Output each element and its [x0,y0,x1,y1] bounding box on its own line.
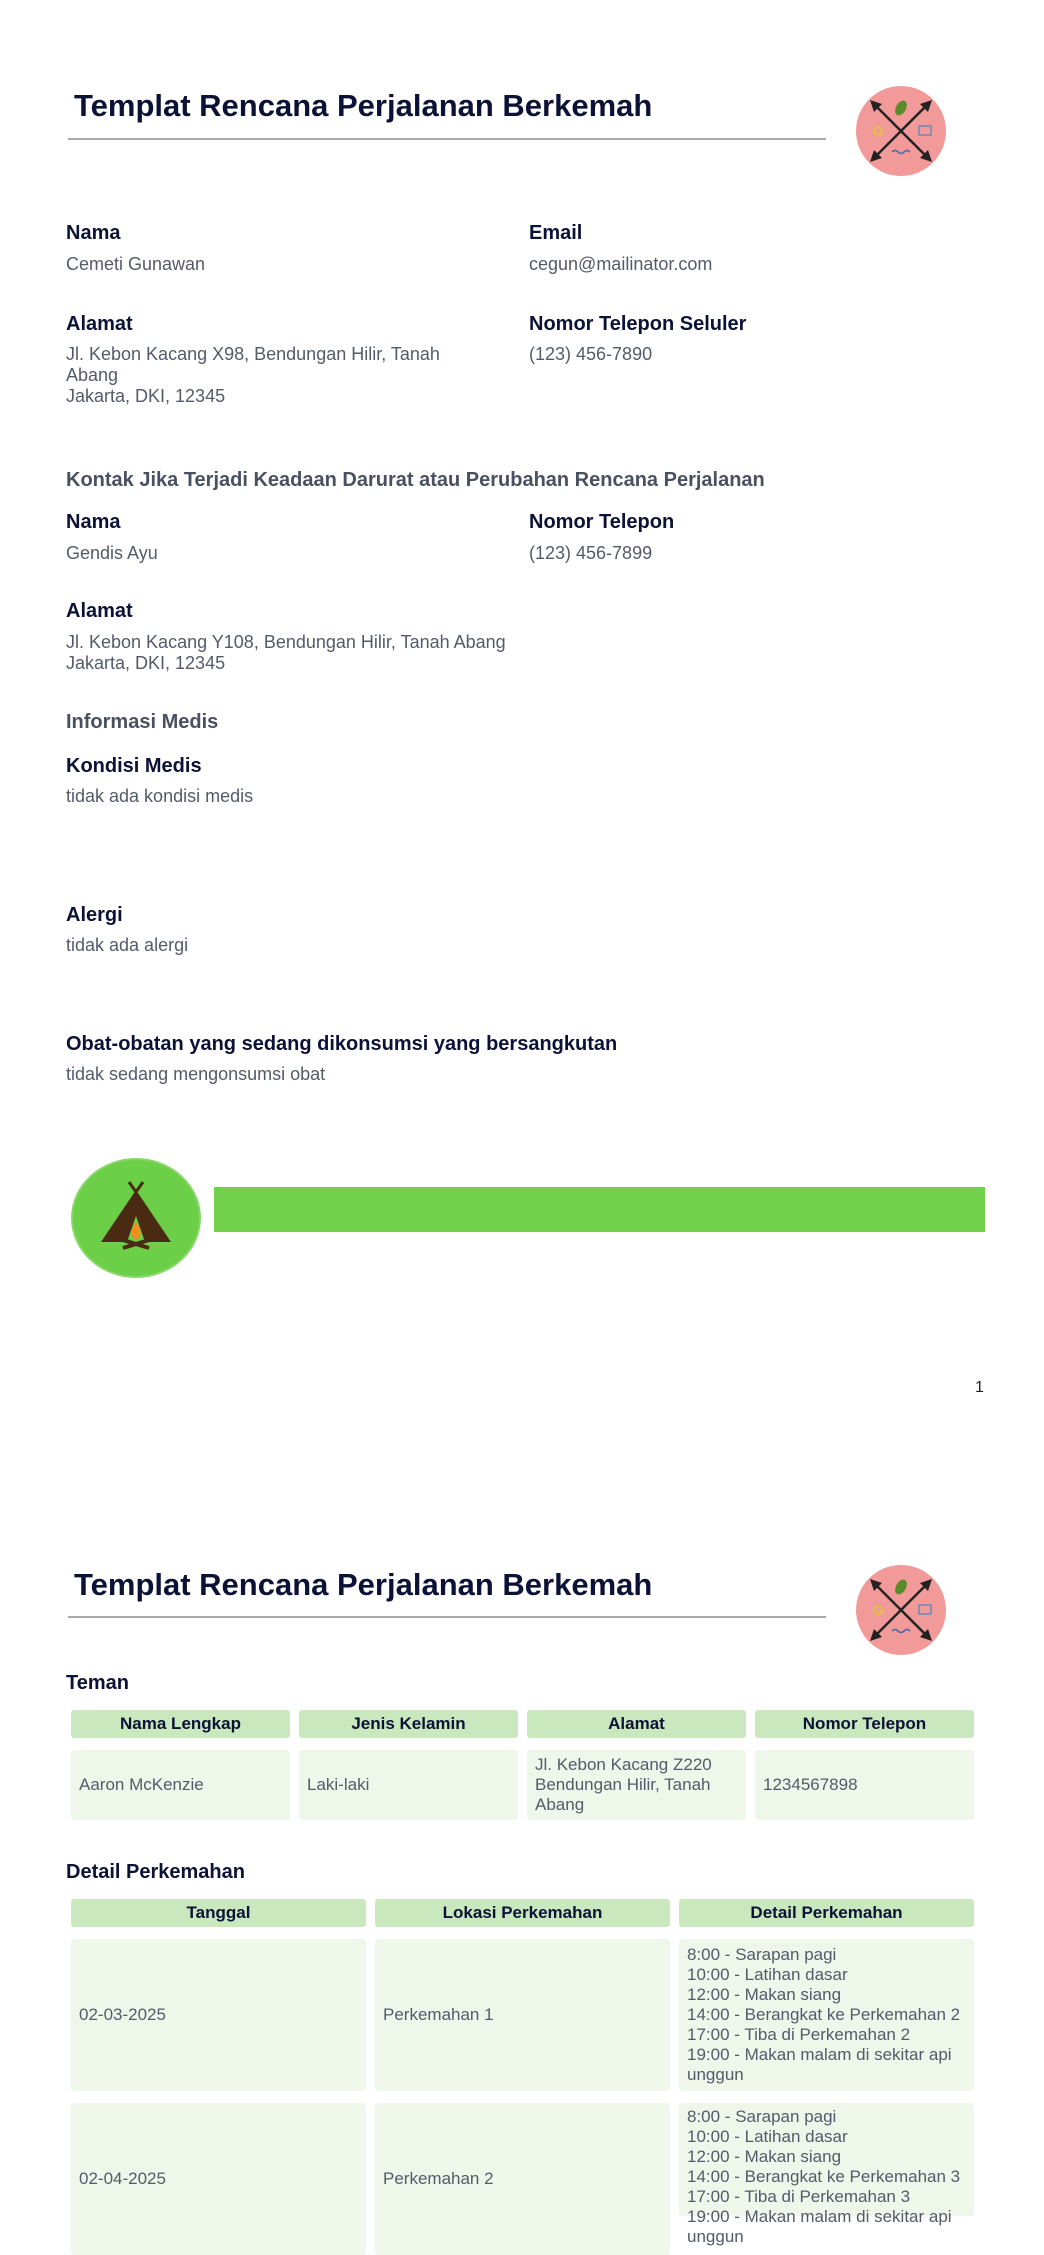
camp-header-cell: Tanggal [71,1899,366,1927]
camp-header-cell: Detail Perkemahan [679,1899,974,1927]
tent-campfire-icon [71,1158,201,1278]
emergency-address-value: Jl. Kebon Kacang Y108, Bendungan Hilir, Tanah Abang Jakarta, DKI, 12345 [66,632,506,673]
camp-cell: 8:00 - Sarapan pagi 10:00 - Latihan dasar 12:00 - Makan siang 14:00 - Berangkat ke Perkemahan 2 17:00 - Tiba di Perkemahan 2 19:00 - Makan malam di sekitar api unggun [679,1939,974,2091]
email-value: cegun@mailinator.com [529,254,713,274]
emergency-phone-label: Nomor Telepon [529,511,675,533]
friends-cell: Aaron McKenzie [71,1750,290,1820]
friends-header-cell: Nama Lengkap [71,1710,290,1738]
emergency-name-value: Gendis Ayu [66,543,158,563]
medical-condition-value: tidak ada kondisi medis [66,786,254,806]
emergency-phone-value: (123) 456-7899 [529,543,653,563]
address-label: Alamat [66,313,133,335]
friends-header-cell: Jenis Kelamin [299,1710,518,1738]
medical-heading: Informasi Medis [66,711,219,733]
camp-cell: Perkemahan 2 [375,2103,670,2255]
friends-cell: 1234567898 [755,1750,974,1820]
address-value: Jl. Kebon Kacang X98, Bendungan Hilir, Tanah Abang Jakarta, DKI, 12345 [66,344,440,406]
camp-header-cell: Lokasi Perkemahan [375,1899,670,1927]
footer-green-bar [214,1187,985,1232]
crossed-arrows-logo-icon [856,86,946,176]
emergency-heading: Kontak Jika Terjadi Keadaan Darurat atau Perubahan Rencana Perjalanan [66,469,765,491]
email-label: Email [529,222,583,244]
camp-cell: 02-03-2025 [71,1939,366,2091]
name-label: Nama [66,222,121,244]
crossed-arrows-logo-icon [856,1565,946,1655]
friends-header-cell: Nomor Telepon [755,1710,974,1738]
phone-label: Nomor Telepon Seluler [529,313,747,335]
name-value: Cemeti Gunawan [66,254,206,274]
title-divider [68,1616,826,1618]
camp-details-heading: Detail Perkemahan [66,1861,245,1883]
phone-value: (123) 456-7890 [529,344,653,364]
friends-cell: Jl. Kebon Kacang Z220 Bendungan Hilir, Tanah Abang [527,1750,746,1820]
friends-header-cell: Alamat [527,1710,746,1738]
title-divider [68,138,826,140]
page-title: Templat Rencana Perjalanan Berkemah [74,1567,653,1602]
camp-cell: 8:00 - Sarapan pagi 10:00 - Latihan dasar 12:00 - Makan siang 14:00 - Berangkat ke Perkemahan 3 17:00 - Tiba di Perkemahan 3 19:00 - Makan malam di sekitar api unggun [679,2103,974,2216]
emergency-name-label: Nama [66,511,121,533]
friends-cell: Laki-laki [299,1750,518,1820]
medical-condition-label: Kondisi Medis [66,755,202,777]
emergency-address-label: Alamat [66,600,133,622]
camp-cell: 02-04-2025 [71,2103,366,2255]
medication-label: Obat-obatan yang sedang dikonsumsi yang bersangkutan [66,1033,618,1055]
allergy-value: tidak ada alergi [66,935,189,955]
camp-cell: Perkemahan 1 [375,1939,670,2091]
friends-heading: Teman [66,1672,129,1694]
page-number: 1 [975,1379,984,1396]
allergy-label: Alergi [66,904,123,926]
medication-value: tidak sedang mengonsumsi obat [66,1064,326,1084]
page-title: Templat Rencana Perjalanan Berkemah [74,88,653,123]
